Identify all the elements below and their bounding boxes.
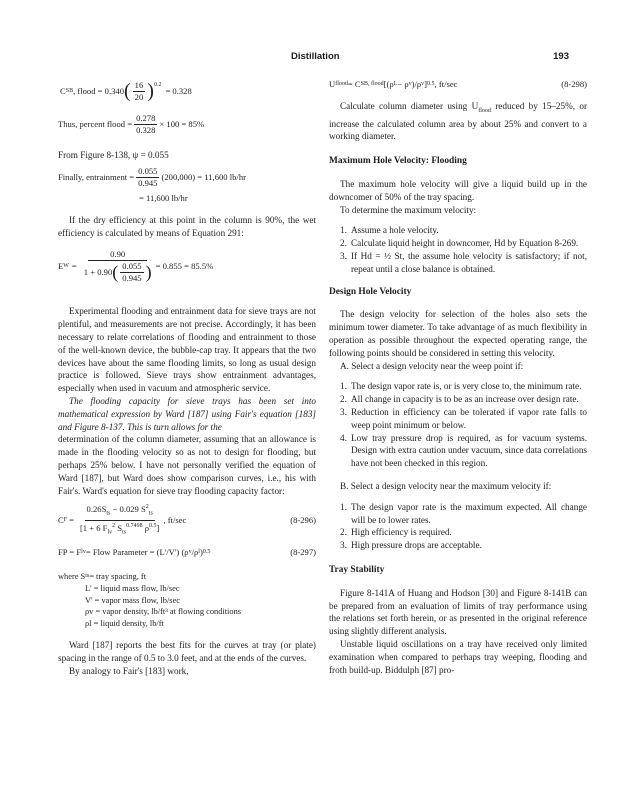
equation-number-8-297: (8-297) xyxy=(290,546,316,557)
ew-subscript: W xyxy=(63,262,69,269)
where-list xyxy=(58,571,316,629)
list-item: 1. Assume a hole velocity. xyxy=(340,225,439,236)
list-item: 3. High pressure drops are acceptable. xyxy=(340,540,482,551)
entrainment-result: (200,000) = 11,600 lb/hr xyxy=(161,172,246,183)
ward-paragraph-a: The flooding capacity for sieve trays has been set into mathematical expression by Ward [187] using Fair's equation [183] and Figure 8-137. This is turn allows for the xyxy=(58,395,316,432)
where-item: ρl = liquid density, lb/ft xyxy=(85,618,164,628)
heading-max-hole-velocity: Maximum Hole Velocity: Flooding xyxy=(329,156,467,167)
percent-flood-label: Thus, percent flood = xyxy=(58,118,133,129)
design-paragraph: The design velocity for selection of the holes also sets the minimum tower diameter. To take advantage of as much flexibility in operation as possible throughout the expected operating range, the following points should be considered in setting this velocity. xyxy=(329,309,587,358)
dry-efficiency-paragraph: If the dry efficiency at this point in the column is 90%, the wet efficiency is calculated by means of Equation 291: xyxy=(58,214,316,238)
psi-line: From Figure 8-138, ψ = 0.055 xyxy=(58,150,169,160)
weep-point-list xyxy=(329,380,587,470)
max-velocity-steps xyxy=(329,224,587,275)
csb-text: , flood = 0.340 xyxy=(73,85,124,96)
calculate-paragraph: Calculate column diameter using $U_{flood}$ reduced by 15–25%, or increase the calculated column area by about 25% and convert to a working diameter. xyxy=(329,101,587,142)
fp-equation: FP = F lv = Flow Parameter = (L'/V') (ρ v /ρ l ) 0.5 (8-297) xyxy=(58,546,316,557)
where-item: ρv = vapor density, lb/ft³ at flowing conditions xyxy=(85,607,242,617)
equation-number-8-298: (8-298) xyxy=(561,78,587,89)
stability-paragraph-1: Figure 8-141A of Huang and Hodson [30] and Figure 8-141B can be prepared from an evaluation of limits of tray performance using the relations set forth herein, or as presented in the original reference using slightly different analysis. xyxy=(329,587,587,637)
where-item: V' = vapor mass flow, lb/sec xyxy=(85,595,181,605)
list-item: 1. The design vapor rate is the maximum expected. All change will be to lower rates. xyxy=(340,501,587,525)
list-item: 2. Calculate liquid height in downcomer, Hd by Equation 8-269. xyxy=(340,238,579,249)
csb-exponent: 0.2 xyxy=(153,82,162,88)
cf-units: , ft/sec xyxy=(163,514,187,525)
select-max-heading: B. Select a design velocity near the maximum velocity if: xyxy=(340,480,552,491)
entrainment-equation xyxy=(58,164,316,192)
percent-flood-equation xyxy=(58,109,316,139)
cf-fraction: $\frac{0.26S_{ts} - 0.029 S^2_{ts}}{[1 + 6 F_{lv}^2 S_{ts}^{0.7498} \rho^{0.5}]}$ xyxy=(79,504,160,536)
page-number: 193 xyxy=(553,51,569,62)
experimental-paragraph: Experimental flooding and entrainment data for sieve trays are not plentiful, and measurements are not precise. Accordingly, it has been necessary to relate correlations of flooding and entrainment to those of the well-known device, the bubble-cap tray. It appears that the two devices have about the same flooding limits, so long as usual design practice is followed. Sieve trays show entrainment advantages, especially when used in vacuum and atmospheric service. xyxy=(58,306,316,394)
csb-fraction: $\frac{16}{20}$ xyxy=(134,79,144,102)
percent-flood-fraction: $\frac{0.278}{0.328}$ xyxy=(136,112,156,135)
entrainment-label: Finally, entrainment = xyxy=(58,172,135,183)
select-weep-heading: A. Select a design velocity near the weep point if: xyxy=(340,360,524,371)
csb-subscript: SB xyxy=(65,87,74,94)
max-velocity-paragraph: The maximum hole velocity will give a liquid build up in the downcomer of 50% of the tray spacing. xyxy=(329,179,587,202)
running-header: Distillation xyxy=(291,51,340,62)
max-velocity-list xyxy=(329,501,587,552)
equation-number-8-296: (8-296) xyxy=(290,514,316,525)
uflood-equation: U flood = C SB, flood [(ρ L − ρ v )/ρ v ] 0.5 , ft/sec (8-298) xyxy=(329,78,587,89)
right-column xyxy=(329,76,587,676)
csb-symbol: C xyxy=(60,85,66,96)
list-item: 2. All change in capacity is to be as an increase over design rate. xyxy=(340,394,579,405)
ew-fraction: 0.90 1 + 0.90 ( $\frac{0.055}{0.945}$ ) xyxy=(83,248,152,283)
entrainment-line2 xyxy=(58,192,316,206)
uflood-symbol: U xyxy=(329,78,336,89)
where-item: where S ts = tray spacing, ft xyxy=(58,572,147,582)
ward-fits-paragraph: Ward [187] reports the best fits for the curves at tray (or plate) spacing in the range of 0.5 to 3.0 feet, and at the ends of the curves. xyxy=(58,640,316,664)
heading-design-hole-velocity: Design Hole Velocity xyxy=(329,286,412,297)
cf-symbol: C xyxy=(58,514,64,525)
list-item: 1. The design vapor rate is, or is very close to, the minimum rate. xyxy=(340,381,582,392)
ew-result: = 0.855 = 85.5% xyxy=(155,260,214,271)
cf-subscript: F xyxy=(63,516,68,523)
list-item: 3. Reduction in efficiency can be tolerated if vapor rate falls to weep point minimum or below. xyxy=(340,406,587,430)
ew-symbol: E xyxy=(58,260,64,271)
percent-flood-result: × 100 = 85% xyxy=(159,118,205,129)
where-item: L' = liquid mass flow, lb/sec xyxy=(85,583,180,593)
list-item: 2. High efficiency is required. xyxy=(340,527,452,538)
list-item: 4. Low tray pressure drop is required, as for vacuum systems. Design with extra caution under vacuum, since data correlations have not been checked in this region. xyxy=(340,432,587,469)
determine-line: To determine the maximum velocity: xyxy=(340,204,477,215)
csb-result: = 0.328 xyxy=(165,85,192,96)
left-column xyxy=(58,76,316,678)
fp-text: FP = F xyxy=(58,546,82,557)
ew-equation: E W = 0.90 1 + 0.90 ( $\frac{0.055}{0.945}$ ) = 0.855 = 85.5% xyxy=(58,248,214,283)
stability-paragraph-2: Unstable liquid oscillations on a tray have received only limited examination when compared to perhaps tray weeping, flooding and froth build-up. Biddulph [87] pro- xyxy=(329,638,587,675)
list-item: 3. If Hd = ½ St, the assume hole velocity is satisfactory; if not, repeat until a close balance is obtained. xyxy=(340,251,587,274)
entrainment-fraction: $\frac{0.055}{0.945}$ xyxy=(138,166,158,189)
analogy-paragraph: By analogy to Fair's [183] work, xyxy=(69,665,189,676)
cf-equation: C F = $\frac{0.26S_{ts} - 0.029 S^2_{ts}}{[1 + 6 F_{lv}^2 S_{ts}^{0.7498} \rho^{0.5}]}$ , ft/sec (8-296) xyxy=(58,503,316,537)
csb-equation: C SB , flood = 0.340 ( $\frac{16}{20}$ ) $^{0.2}$ = 0.328 xyxy=(60,79,192,102)
ward-paragraph-b: determination of the column diameter, assuming that an allowance is made in the flooding velocity so as not to design for flooding, but perhaps 25% below. I have not personally verified the equation of Ward [187], but Ward does show comparison curves, i.e., his with Fair's. Ward's equation for sieve tray flooding capacity factor: xyxy=(58,434,316,496)
entrainment-value: = 11,600 lb/hr xyxy=(139,193,188,204)
heading-tray-stability: Tray Stability xyxy=(329,564,385,575)
